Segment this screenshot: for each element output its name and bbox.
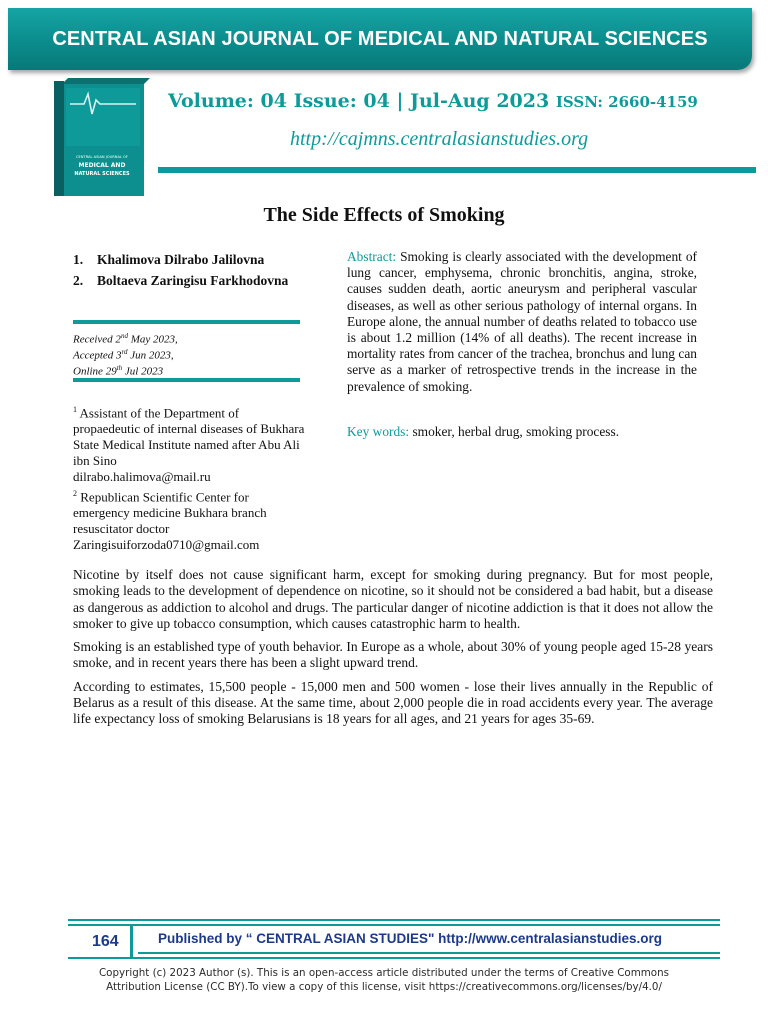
page-number: 164 <box>92 933 119 950</box>
footer-rule-top-2 <box>68 924 720 926</box>
article-title: The Side Effects of Smoking <box>263 204 505 226</box>
footer-divider <box>130 926 133 958</box>
keywords-text: smoker, herbal drug, smoking process. <box>412 424 620 439</box>
footer-rule-bottom <box>68 957 720 959</box>
affiliation-2: $^2$ Republican Scientific Center for emergency medicine Bukhara branch resuscitator doctor Zaringisuiforzoda0710@gmail.com <box>73 489 267 553</box>
article-dates: Received 2nd May 2023, Accepted 3rd Jun 2023, Online 29th Jul 2023 <box>73 332 178 378</box>
article-body <box>73 567 713 735</box>
keywords <box>347 424 619 440</box>
journal-cover-image <box>54 78 150 196</box>
body-paragraph: Smoking is an established type of youth behavior. In Europe as a whole, about 30% of young people aged 15-28 years smoke, and in recent years there has been a slight upward trend. <box>73 639 713 671</box>
volume-text: Volume: 04 Issue: 04 | Jul-Aug 2023 <box>168 90 550 112</box>
footer-rule-bottom-2 <box>138 952 720 954</box>
issn: ISSN: 2660-4159 <box>555 93 698 111</box>
journal-title: CENTRAL ASIAN JOURNAL OF MEDICAL AND NATURAL SCIENCES <box>52 27 708 50</box>
body-paragraph: According to estimates, 15,500 people - 15,000 men and 500 women - lose their lives annually in the Republic of Belarus as a result of this disease. At the same time, about 2,000 people die in road accidents every year. The average life expectancy loss of smoking Belarusians is 18 years for all ages, and 21 years for ages 35-69. <box>73 678 713 727</box>
abstract-label: Abstract: <box>347 249 397 264</box>
cover-line-1: CENTRAL ASIAN JOURNAL OF <box>76 155 128 159</box>
publisher-line: Published by “ CENTRAL ASIAN STUDIES" http://www.centralasianstudies.org <box>158 931 662 946</box>
email-1[interactable]: dilrabo.halimova@mail.ru <box>73 469 211 485</box>
cover-line-2: MEDICAL AND <box>78 162 126 169</box>
author-item: 1. Khalimova Dilrabo Jalilovna <box>73 252 265 267</box>
cover-line-3: NATURAL SCIENCES <box>74 171 130 177</box>
keywords-label: Key words: <box>347 424 410 439</box>
email-2[interactable]: Zaringisuiforzoda0710@gmail.com <box>73 537 260 553</box>
abstract <box>347 249 697 395</box>
copyright: Copyright (c) 2023 Author (s). This is an open-access article distributed under the terms of Creative Commons Attribution License (CC BY).To view a copy of this license, visit https://creativecommons.org/licenses/by/4.0/ <box>98 967 669 993</box>
body-paragraph: Nicotine by itself does not cause significant harm, except for smoking during pregnancy. But for most people, smoking leads to the development of dependence on nicotine, so it should not be considered a bad habit, but a disease as dangerous as addiction to alcohol and drugs. The particular danger of nicotine addiction is that it does not allow the smoker to give up tobacco consumption, which causes catastrophic harm to health. <box>73 567 713 631</box>
header-rule <box>158 167 756 173</box>
abstract-text: Smoking is clearly associated with the development of lung cancer, emphysema, chronic bronchitis, angina, stroke, causes sudden death, aortic aneurysm and peripheral vascular diseases, as well as other serious pathology of internal organs. In Europe alone, the annual number of deaths related to tobacco use is about 1.2 million (14% of all deaths). The recent increase in mortality rates from cancer of the trachea, bronchus and lung can serve as a marker of retrospective trends in the increase in the prevalence of smoking. <box>347 249 697 394</box>
left-rule-top <box>73 320 300 324</box>
affiliation-1: $^1$ Assistant of the Department of propaedeutic of internal diseases of Bukhara State Medical Institute named after Abu Ali ibn Sino dilrabo.halimova@mail.ru <box>73 405 305 485</box>
author-item: 2. Boltaeva Zaringisu Farkhodovna <box>73 273 289 288</box>
author-list <box>73 249 288 291</box>
journal-url[interactable]: http://cajmns.centralasianstudies.org <box>290 128 589 150</box>
footer-rule-top <box>68 919 720 921</box>
left-rule-bottom <box>73 378 300 382</box>
journal-banner <box>8 8 752 70</box>
volume-issue <box>168 90 758 112</box>
